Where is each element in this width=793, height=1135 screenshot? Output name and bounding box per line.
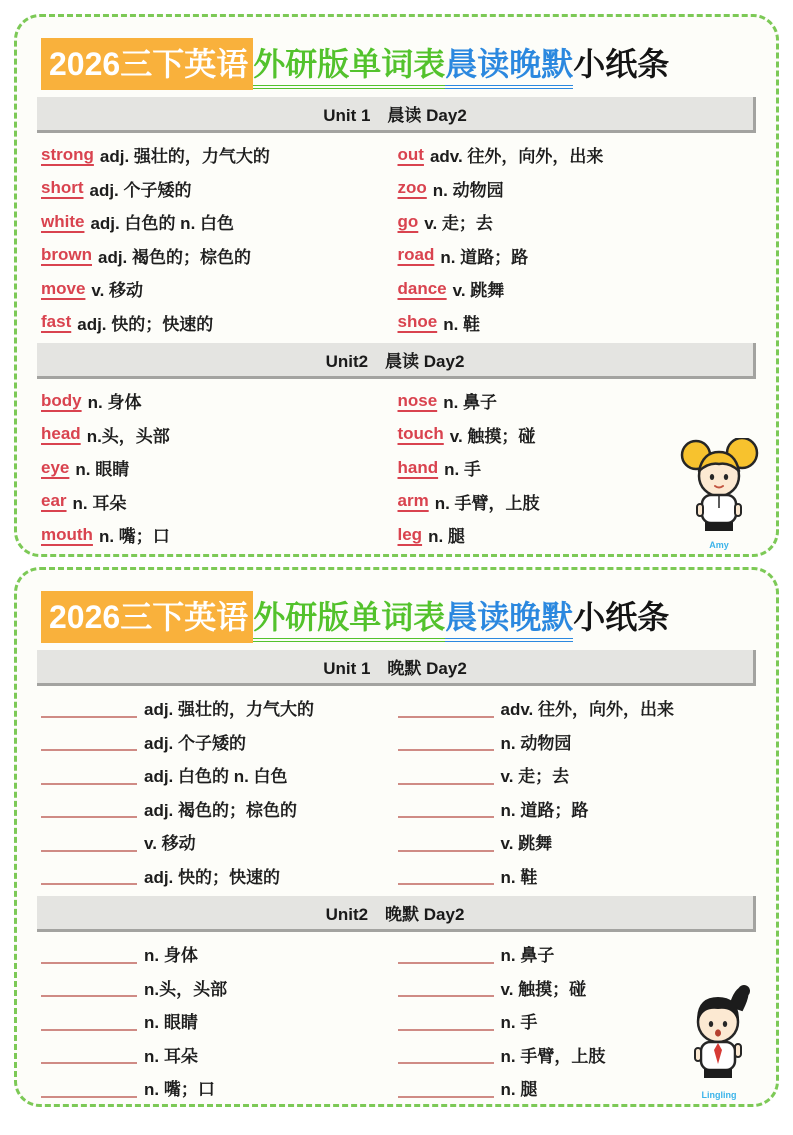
english-word: head [41,424,81,444]
word-definition: n. 动物园 [432,180,504,200]
vocab-list-unit2-evening [41,937,754,1105]
vocab-row [41,172,398,206]
english-word: zoo [397,178,427,198]
vocab-row [398,859,755,893]
vocab-row [41,485,398,519]
section-header-unit2-morning: Unit2 晨读 Day2 [37,343,756,379]
vocab-row [41,518,398,552]
word-definition: adj. 个子矮的 [89,180,192,200]
word-definition: n. 手 [444,460,481,480]
answer-blank [41,765,137,785]
answer-blank [41,1078,137,1098]
english-word: body [41,390,82,410]
word-definition: adj. 白色的 n. 白色 [90,214,235,234]
section-header-unit1-evening: Unit 1 晚默 Day2 [37,650,756,686]
word-definition: adj. 白色的 n. 白色 [144,767,288,787]
word-definition: adj. 强壮的，力气大的 [144,700,315,720]
vocab-row [41,1004,398,1038]
word-definition: n.头，头部 [144,979,228,999]
mascot-lingling-label: Lingling [701,1090,737,1100]
title-mode: 晨读晚默 [445,599,573,642]
word-definition: n. 鼻子 [443,393,498,413]
word-definition: n. 腿 [428,527,465,547]
word-definition: adj. 快的；快速的 [77,314,214,334]
answer-blank [41,1011,137,1031]
word-definition: n. 身体 [87,393,142,413]
answer-blank [398,865,494,885]
vocab-column [398,138,755,339]
english-word: strong [41,144,94,164]
vocab-row [41,384,398,418]
vocab-list-unit1-evening [41,691,754,892]
vocab-row [398,691,755,725]
vocab-row [41,825,398,859]
mascot-amy [676,438,762,550]
answer-blank [41,731,137,751]
word-definition: v. 移动 [144,834,196,854]
english-word: dance [397,278,447,298]
vocab-row [398,792,755,826]
word-definition: n. 鞋 [500,867,538,887]
vocab-row [398,306,755,340]
word-definition: n. 眼睛 [144,1013,198,1033]
title-year-highlight: 2026三下英语 [41,591,253,643]
english-word: out [397,144,424,164]
vocab-list-unit2-morning [41,384,754,552]
word-definition: n. 手臂，上肢 [434,493,540,513]
title-edition: 外研版单词表 [253,46,445,89]
answer-blank [398,698,494,718]
word-definition: n. 鼻子 [500,946,555,966]
answer-blank [41,944,137,964]
word-definition: v. 移动 [91,281,144,301]
word-definition: n. 手臂，上肢 [500,1046,606,1066]
section-header-unit2-evening: Unit2 晚默 Day2 [37,896,756,932]
answer-blank [41,977,137,997]
mascot-lingling [676,984,762,1100]
title-suffix: 小纸条 [573,599,670,635]
vocab-row [41,451,398,485]
answer-blank [398,798,494,818]
word-definition: v. 触摸；碰 [500,979,587,999]
english-word: go [397,211,419,231]
answer-blank [398,1044,494,1064]
vocab-column [41,384,398,552]
vocab-row [398,384,755,418]
vocab-row [398,825,755,859]
vocab-row [398,272,755,306]
answer-blank [398,832,494,852]
vocab-row [398,205,755,239]
answer-blank [41,698,137,718]
vocab-row [41,792,398,826]
word-definition: v. 跳舞 [500,834,553,854]
vocab-row [41,272,398,306]
vocab-row [41,306,398,340]
word-definition: v. 走；去 [500,767,570,787]
word-definition: adv. 往外，向外，出来 [500,700,674,720]
answer-blank [398,1011,494,1031]
title-suffix: 小纸条 [573,46,670,82]
worksheet-panel-morning [14,14,779,557]
answer-blank [41,798,137,818]
vocab-row [41,138,398,172]
english-word: leg [397,524,423,544]
vocab-column [41,138,398,339]
answer-blank [41,1044,137,1064]
english-word: fast [41,312,72,332]
vocab-column [41,691,398,892]
english-word: brown [41,245,92,265]
word-definition: n. 嘴；口 [144,1080,215,1100]
vocab-row [41,758,398,792]
vocab-row [41,971,398,1005]
vocab-row [41,725,398,759]
answer-blank [398,731,494,751]
title-mode: 晨读晚默 [445,46,573,89]
vocab-row [41,205,398,239]
word-definition: v. 触摸；碰 [449,426,536,446]
english-word: nose [397,390,438,410]
word-definition: n. 道路；路 [440,247,529,267]
word-definition: v. 跳舞 [452,281,505,301]
vocab-row [398,937,755,971]
english-word: ear [41,491,67,511]
word-definition: adj. 快的；快速的 [144,867,281,887]
vocab-row [398,725,755,759]
english-word: eye [41,457,70,477]
vocab-row [41,1038,398,1072]
english-word: hand [397,457,439,477]
english-word: move [41,278,86,298]
answer-blank [398,765,494,785]
word-definition: n. 道路；路 [500,800,589,820]
vocab-row [41,859,398,893]
english-word: touch [397,424,444,444]
vocab-row [41,418,398,452]
word-definition: n. 手 [500,1013,538,1033]
vocab-column [398,691,755,892]
english-word: mouth [41,524,93,544]
word-definition: n. 耳朵 [72,493,127,513]
answer-blank [398,977,494,997]
vocab-row [398,758,755,792]
answer-blank [398,944,494,964]
title-year-highlight: 2026三下英语 [41,38,253,90]
vocab-row [398,239,755,273]
worksheet-title [41,592,754,638]
english-word: arm [397,491,429,511]
vocab-column [41,937,398,1105]
word-definition: n. 眼睛 [75,460,130,480]
word-definition: adj. 个子矮的 [144,733,247,753]
english-word: shoe [397,312,438,332]
word-definition: n. 腿 [500,1080,538,1100]
vocab-row [398,138,755,172]
worksheet-panel-evening [14,567,779,1107]
title-edition: 外研版单词表 [253,599,445,642]
girl-amy-illustration [679,438,759,538]
word-definition: adj. 强壮的，力气大的 [99,147,270,167]
english-word: road [397,245,435,265]
vocab-row [41,691,398,725]
word-definition: n. 动物园 [500,733,572,753]
answer-blank [398,1078,494,1098]
vocab-row [41,937,398,971]
vocab-row [41,1071,398,1105]
word-definition: adj. 褐色的；棕色的 [98,247,252,267]
vocab-row [398,172,755,206]
word-definition: n. 鞋 [443,314,481,334]
word-definition: adj. 褐色的；棕色的 [144,800,298,820]
section-header-unit1-morning: Unit 1 晨读 Day2 [37,97,756,133]
word-definition: n. 耳朵 [144,1046,198,1066]
vocab-row [41,239,398,273]
word-definition: n. 嘴；口 [98,527,170,547]
word-definition: n.头，头部 [86,426,170,446]
english-word: short [41,178,84,198]
word-definition: n. 身体 [144,946,198,966]
word-definition: adv. 往外，向外，出来 [429,147,604,167]
girl-lingling-illustration [678,984,760,1088]
worksheet-title [41,39,754,85]
word-definition: v. 走；去 [424,214,493,234]
mascot-amy-label: Amy [709,540,729,550]
vocab-list-unit1-morning [41,138,754,339]
answer-blank [41,865,137,885]
english-word: white [41,211,85,231]
answer-blank [41,832,137,852]
